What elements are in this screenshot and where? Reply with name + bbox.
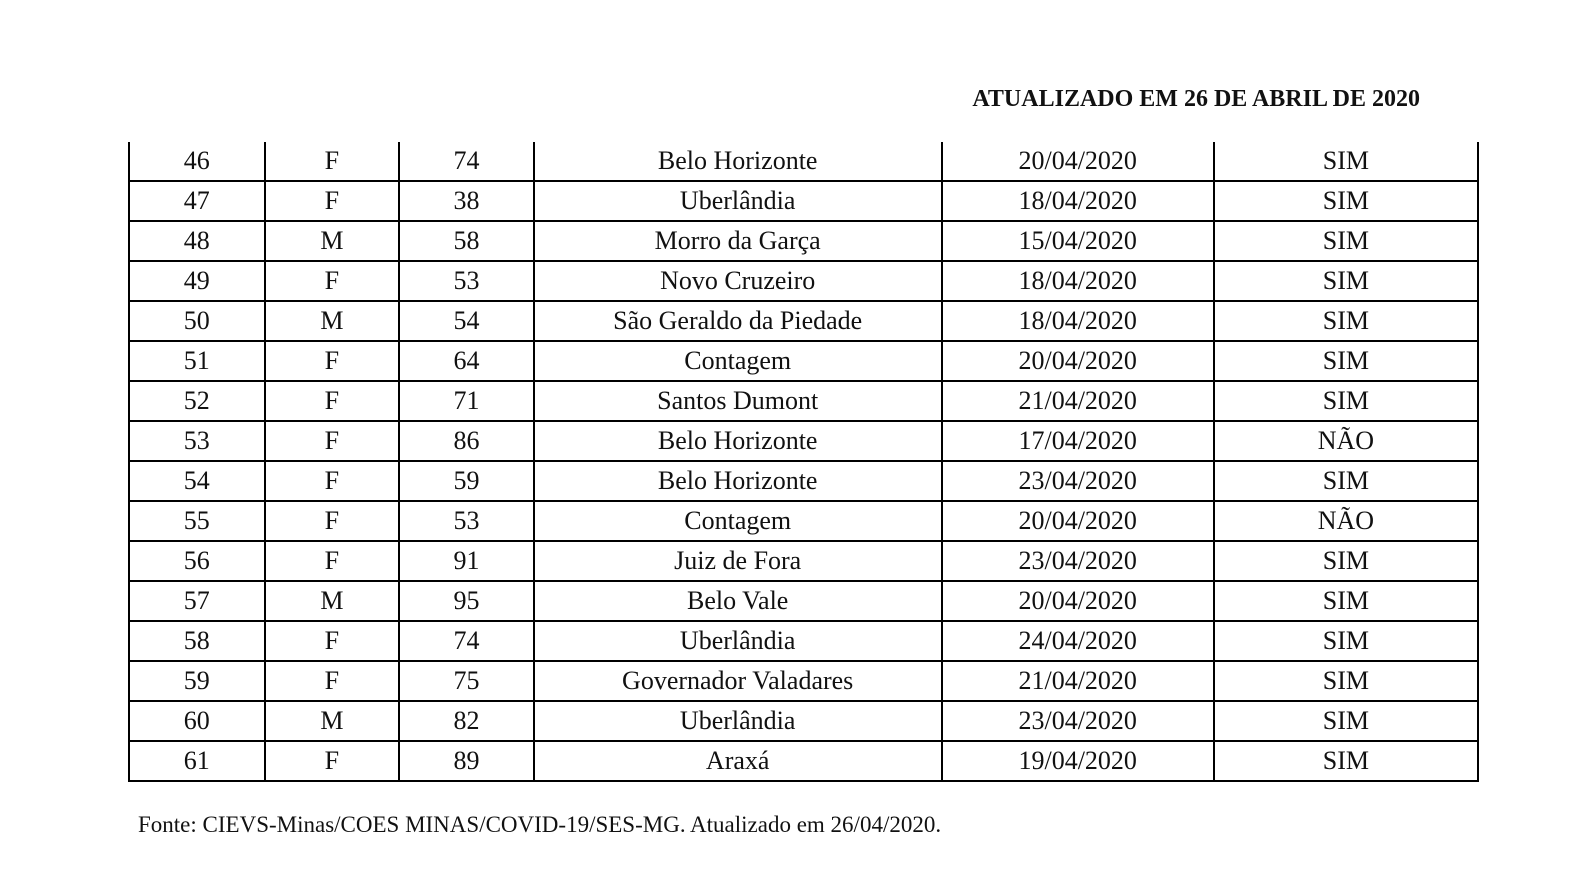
comorbidity-flag-cell: SIM (1214, 701, 1478, 741)
table-row (129, 421, 1478, 461)
age-cell: 91 (399, 541, 534, 581)
date-cell: 18/04/2020 (942, 261, 1214, 301)
sex-cell: F (265, 501, 400, 541)
case-number-cell: 46 (129, 142, 265, 181)
date-cell: 21/04/2020 (942, 381, 1214, 421)
comorbidity-flag-cell: SIM (1214, 221, 1478, 261)
source-note: Fonte: CIEVS-Minas/COES MINAS/COVID-19/SES-MG. Atualizado em 26/04/2020. (138, 812, 942, 837)
date-cell: 20/04/2020 (942, 142, 1214, 181)
table-row (129, 581, 1478, 621)
table-row (129, 741, 1478, 781)
table-row (129, 461, 1478, 501)
table-row (129, 341, 1478, 381)
date-cell: 20/04/2020 (942, 501, 1214, 541)
date-cell: 23/04/2020 (942, 541, 1214, 581)
date-cell: 19/04/2020 (942, 741, 1214, 781)
age-cell: 64 (399, 341, 534, 381)
comorbidity-flag-cell: SIM (1214, 142, 1478, 181)
age-cell: 75 (399, 661, 534, 701)
sex-cell: F (265, 541, 400, 581)
age-cell: 82 (399, 701, 534, 741)
comorbidity-flag-cell: NÃO (1214, 421, 1478, 461)
table-row (129, 621, 1478, 661)
table-row (129, 661, 1478, 701)
table-row (129, 501, 1478, 541)
comorbidity-flag-cell: SIM (1214, 181, 1478, 221)
city-cell: Contagem (534, 501, 942, 541)
comorbidity-flag-cell: SIM (1214, 661, 1478, 701)
case-number-cell: 61 (129, 741, 265, 781)
table-row (129, 221, 1478, 261)
cases-table-body (129, 142, 1478, 781)
case-number-cell: 55 (129, 501, 265, 541)
table-row (129, 381, 1478, 421)
age-cell: 53 (399, 261, 534, 301)
sex-cell: M (265, 221, 400, 261)
comorbidity-flag-cell: NÃO (1214, 501, 1478, 541)
table-row (129, 301, 1478, 341)
sex-cell: F (265, 381, 400, 421)
age-cell: 71 (399, 381, 534, 421)
case-number-cell: 49 (129, 261, 265, 301)
sex-cell: M (265, 301, 400, 341)
comorbidity-flag-cell: SIM (1214, 341, 1478, 381)
comorbidity-flag-cell: SIM (1214, 301, 1478, 341)
case-number-cell: 48 (129, 221, 265, 261)
case-number-cell: 54 (129, 461, 265, 501)
city-cell: Contagem (534, 341, 942, 381)
case-number-cell: 52 (129, 381, 265, 421)
date-cell: 21/04/2020 (942, 661, 1214, 701)
age-cell: 86 (399, 421, 534, 461)
updated-date-heading: ATUALIZADO EM 26 DE ABRIL DE 2020 (972, 86, 1420, 112)
age-cell: 89 (399, 741, 534, 781)
table-row (129, 541, 1478, 581)
table-row (129, 142, 1478, 181)
table-row (129, 261, 1478, 301)
age-cell: 74 (399, 142, 534, 181)
date-cell: 23/04/2020 (942, 701, 1214, 741)
sex-cell: F (265, 142, 400, 181)
city-cell: São Geraldo da Piedade (534, 301, 942, 341)
comorbidity-flag-cell: SIM (1214, 741, 1478, 781)
city-cell: Juiz de Fora (534, 541, 942, 581)
age-cell: 38 (399, 181, 534, 221)
date-cell: 20/04/2020 (942, 581, 1214, 621)
sex-cell: F (265, 421, 400, 461)
case-number-cell: 58 (129, 621, 265, 661)
date-cell: 20/04/2020 (942, 341, 1214, 381)
comorbidity-flag-cell: SIM (1214, 541, 1478, 581)
cases-table (128, 142, 1479, 782)
city-cell: Uberlândia (534, 621, 942, 661)
sex-cell: M (265, 581, 400, 621)
case-number-cell: 53 (129, 421, 265, 461)
city-cell: Santos Dumont (534, 381, 942, 421)
city-cell: Belo Horizonte (534, 421, 942, 461)
age-cell: 54 (399, 301, 534, 341)
comorbidity-flag-cell: SIM (1214, 381, 1478, 421)
city-cell: Uberlândia (534, 701, 942, 741)
city-cell: Belo Vale (534, 581, 942, 621)
age-cell: 58 (399, 221, 534, 261)
date-cell: 23/04/2020 (942, 461, 1214, 501)
city-cell: Uberlândia (534, 181, 942, 221)
age-cell: 59 (399, 461, 534, 501)
case-number-cell: 56 (129, 541, 265, 581)
city-cell: Morro da Garça (534, 221, 942, 261)
age-cell: 95 (399, 581, 534, 621)
case-number-cell: 51 (129, 341, 265, 381)
comorbidity-flag-cell: SIM (1214, 581, 1478, 621)
sex-cell: F (265, 461, 400, 501)
city-cell: Novo Cruzeiro (534, 261, 942, 301)
case-number-cell: 57 (129, 581, 265, 621)
age-cell: 74 (399, 621, 534, 661)
city-cell: Governador Valadares (534, 661, 942, 701)
sex-cell: F (265, 341, 400, 381)
city-cell: Araxá (534, 741, 942, 781)
table-row (129, 181, 1478, 221)
comorbidity-flag-cell: SIM (1214, 461, 1478, 501)
date-cell: 15/04/2020 (942, 221, 1214, 261)
date-cell: 18/04/2020 (942, 301, 1214, 341)
comorbidity-flag-cell: SIM (1214, 261, 1478, 301)
date-cell: 18/04/2020 (942, 181, 1214, 221)
city-cell: Belo Horizonte (534, 142, 942, 181)
age-cell: 53 (399, 501, 534, 541)
case-number-cell: 47 (129, 181, 265, 221)
case-number-cell: 59 (129, 661, 265, 701)
case-number-cell: 50 (129, 301, 265, 341)
city-cell: Belo Horizonte (534, 461, 942, 501)
case-number-cell: 60 (129, 701, 265, 741)
date-cell: 17/04/2020 (942, 421, 1214, 461)
sex-cell: F (265, 261, 400, 301)
sex-cell: M (265, 701, 400, 741)
sex-cell: F (265, 661, 400, 701)
sex-cell: F (265, 181, 400, 221)
table-row (129, 701, 1478, 741)
sex-cell: F (265, 741, 400, 781)
sex-cell: F (265, 621, 400, 661)
comorbidity-flag-cell: SIM (1214, 621, 1478, 661)
date-cell: 24/04/2020 (942, 621, 1214, 661)
